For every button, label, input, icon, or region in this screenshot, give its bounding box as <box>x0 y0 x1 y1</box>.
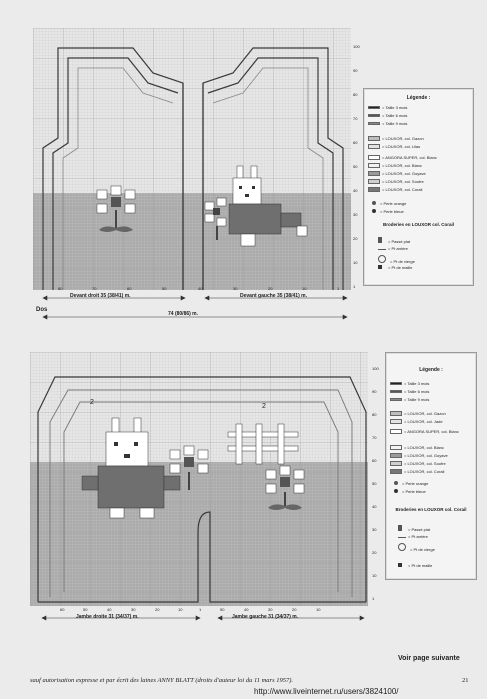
broderie-item: = Pt arrière <box>398 534 428 539</box>
y-tick: 50 <box>372 481 377 486</box>
legend-item: = LOUXOR, col. Soufre <box>390 461 446 466</box>
legend-item: = Taille 6 mois <box>390 389 429 394</box>
y-tick: 20 <box>353 236 358 241</box>
y-tick: 70 <box>353 116 358 121</box>
legend-swatch <box>390 382 402 385</box>
legend-swatch <box>368 122 380 125</box>
y-tick: 100 <box>372 366 379 371</box>
y-tick: 40 <box>372 504 377 509</box>
legend-item: = Taille 3 mois <box>368 105 407 110</box>
legend-item: = LOUXOR, col. Blanc <box>368 163 422 168</box>
pt-de-maille-icon <box>378 265 382 269</box>
bead-orange-icon <box>372 201 376 205</box>
legend-swatch <box>368 106 380 109</box>
size-marker-right: 2 <box>262 403 266 410</box>
broderie-item: = Passé plat <box>398 525 430 532</box>
x-tick: 60 <box>60 607 65 612</box>
watermark-url: http://www.liveinternet.ru/users/3824100/ <box>254 687 399 696</box>
legend-item: = Perle orange <box>390 481 428 486</box>
legend-title: Légende : <box>419 367 443 373</box>
legend-item: = ANGORA SUPER, col. Blanc <box>390 429 470 434</box>
x-tick: 10 <box>178 607 183 612</box>
x-tick: 20 <box>268 286 273 291</box>
pt-de-vierge-icon <box>378 255 386 263</box>
x-tick: 1 <box>337 286 340 291</box>
caption-dos-measure: 74 (80/86) m. <box>168 311 199 317</box>
broderie-item: = Pt de maille <box>378 265 412 270</box>
legend-swatch <box>368 144 380 149</box>
legend-swatch <box>368 179 380 184</box>
x-tick: 50 <box>220 607 225 612</box>
legend-item: = Taille 3 mois <box>390 381 429 386</box>
y-tick: 60 <box>353 140 358 145</box>
legend-item: = ANGORA SUPER, col. Blanc <box>368 155 437 160</box>
legend-swatch <box>390 461 402 466</box>
bead-orange-icon <box>394 481 398 485</box>
bead-blue-icon <box>372 209 376 213</box>
x-tick: 10 <box>316 607 321 612</box>
bottom-knitting-chart <box>30 352 368 606</box>
legend-item: = LOUXOR, col. Corail <box>368 187 422 192</box>
legend-item: = Taille 9 mois <box>390 397 429 402</box>
y-tick: 30 <box>372 527 377 532</box>
legend-item: = LOUXOR, col. Lilas <box>368 144 420 149</box>
y-tick: 30 <box>353 212 358 217</box>
legal-notice: sauf autorisation expresse et par écrit des laines ANNY BLATT (droits d'auteur loi du 11 mars 1957). <box>30 677 294 684</box>
x-tick: 20 <box>292 607 297 612</box>
x-tick: 20 <box>155 607 160 612</box>
next-page-label: Voir page suivante <box>398 655 460 662</box>
x-tick: 70 <box>92 286 97 291</box>
y-tick: 80 <box>372 412 377 417</box>
y-tick: 90 <box>353 68 358 73</box>
x-tick: 30 <box>268 607 273 612</box>
y-tick: 70 <box>372 435 377 440</box>
legend-item: = LOUXOR, col. Soufre <box>368 179 424 184</box>
broderie-item: = Passé plat <box>378 237 410 244</box>
broderies-title: Broderies en LOUXOR col. Corail <box>382 222 454 227</box>
x-tick: 50 <box>83 607 88 612</box>
legend-swatch <box>368 163 380 168</box>
broderie-item: = Pt de vierge <box>398 543 435 552</box>
y-tick: 40 <box>353 188 358 193</box>
page-number: 21 <box>462 677 469 684</box>
legend-swatch <box>368 136 380 141</box>
legend-item: = LOUXOR, col. Goyave <box>368 171 426 176</box>
pt-arriere-icon <box>398 537 406 538</box>
bead-blue-icon <box>394 489 398 493</box>
x-tick: 40 <box>244 607 249 612</box>
legend-title: Légende : <box>406 95 431 101</box>
y-tick: 1 <box>372 596 375 601</box>
legend-swatch <box>390 469 402 474</box>
x-tick: 40 <box>198 286 203 291</box>
legend-item: = Taille 9 mois <box>368 121 407 126</box>
x-tick: 40 <box>107 607 112 612</box>
pt-de-vierge-icon <box>398 543 406 551</box>
y-tick: 90 <box>372 389 377 394</box>
x-tick: 60 <box>127 286 132 291</box>
legend-item: = LOUXOR, col. Gazon <box>390 411 446 416</box>
legend-swatch <box>390 445 402 450</box>
legend-item: = Perle bleue <box>368 209 404 214</box>
legend-item: = LOUXOR, col. Goyave <box>390 453 448 458</box>
legend-swatch <box>368 171 380 176</box>
passe-plat-icon <box>398 525 402 531</box>
top-legend <box>363 88 474 286</box>
caption-jambe-droite: Jambe droite 31 (34/37) m. <box>76 614 139 620</box>
legend-swatch <box>368 187 380 192</box>
legend-swatch <box>390 453 402 458</box>
broderie-item: = Pt de vierge <box>378 255 415 264</box>
top-knitting-chart <box>33 28 351 290</box>
caption-devant-gauche: Devant gauche 35 (38/41) m. <box>240 293 307 299</box>
legend-item: = LOUXOR, col. Blanc <box>390 445 444 450</box>
caption-dos: Dos <box>36 307 48 313</box>
legend-swatch <box>368 155 380 160</box>
legend-item: = Perle bleue <box>390 489 426 494</box>
passe-plat-icon <box>378 237 382 243</box>
legend-swatch <box>368 114 380 117</box>
legend-swatch <box>390 419 402 424</box>
y-tick: 10 <box>372 573 377 578</box>
pt-arriere-icon <box>378 249 386 250</box>
broderies-title: Broderies en LOUXOR col. Corail <box>395 507 467 512</box>
x-tick: 1 <box>199 607 202 612</box>
size-marker-left: 2 <box>90 399 94 406</box>
x-tick: 80 <box>58 286 63 291</box>
legend-item: = LOUXOR, col. Gazon <box>368 136 424 141</box>
y-tick: 100 <box>353 44 360 49</box>
broderie-item: = Pt de maille <box>398 563 432 568</box>
caption-jambe-gauche: Jambe gauche 31 (34/37) m. <box>232 614 299 620</box>
broderie-item: = Pt arrière <box>378 246 408 251</box>
y-tick: 10 <box>353 260 358 265</box>
legend-swatch <box>390 398 402 401</box>
y-tick: 60 <box>372 458 377 463</box>
x-tick: 30 <box>233 286 238 291</box>
legend-item: = LOUXOR, col. Corail <box>390 469 444 474</box>
legend-item: = LOUXOR, col. Jade <box>390 419 443 424</box>
legend-item: = Taille 6 mois <box>368 113 407 118</box>
legend-swatch <box>390 390 402 393</box>
pt-de-maille-icon <box>398 563 402 567</box>
legend-swatch <box>390 411 402 416</box>
bottom-legend <box>385 352 477 580</box>
y-tick: 1 <box>353 284 356 289</box>
x-tick: 50 <box>162 286 167 291</box>
legend-swatch <box>390 429 402 434</box>
x-tick: 10 <box>302 286 307 291</box>
caption-devant-droit: Devant droit 35 (38/41) m. <box>70 293 131 299</box>
y-tick: 20 <box>372 550 377 555</box>
y-tick: 50 <box>353 164 358 169</box>
x-tick: 30 <box>131 607 136 612</box>
legend-item: = Perle orange <box>368 201 406 206</box>
y-tick: 80 <box>353 92 358 97</box>
